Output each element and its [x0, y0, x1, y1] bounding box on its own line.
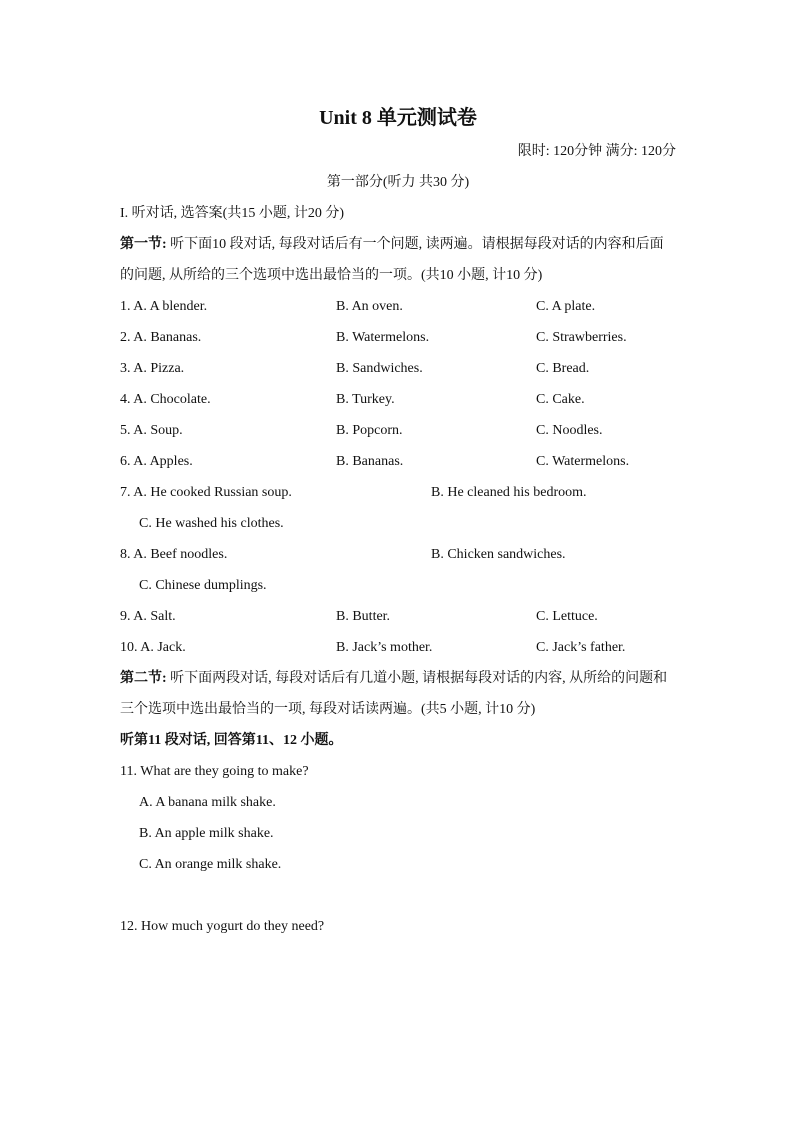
question-row-continued — [120, 508, 676, 539]
section2-instructions — [120, 663, 676, 725]
question-row — [120, 539, 676, 570]
option-c: C. Noodles. — [536, 423, 603, 438]
option-a: 1. A. A blender. — [120, 299, 208, 314]
option-c: C. Watermelons. — [536, 454, 630, 469]
option-b: B. Butter. — [336, 609, 391, 624]
option-c: C. An orange milk shake. — [139, 857, 282, 872]
option-a: 2. A. Bananas. — [120, 330, 202, 345]
option-c: C. He washed his clothes. — [139, 516, 284, 531]
section-heading: I. 听对话, 选答案(共15 小题, 计20 分) — [120, 206, 344, 221]
option-b: B. An apple milk shake. — [139, 826, 274, 841]
option-a: 6. A. Apples. — [120, 454, 193, 469]
question-row — [120, 415, 676, 446]
option-a: 4. A. Chocolate. — [120, 392, 211, 407]
question-row — [120, 353, 676, 384]
option-b: B. Chicken sandwiches. — [431, 547, 566, 562]
option-b: B. He cleaned his bedroom. — [431, 485, 587, 500]
section2-label: 第二节: — [120, 671, 167, 686]
part-heading: 第一部分(听力 共30 分) — [326, 175, 470, 190]
time-score-info: 限时: 120分钟 满分: 120分 — [517, 144, 676, 159]
page-title: Unit 8 单元测试卷 — [319, 107, 477, 129]
option-a: 8. A. Beef noodles. — [120, 547, 228, 562]
question-row — [120, 632, 676, 663]
question-stem: 11. What are they going to make? — [120, 764, 309, 779]
option-a: 5. A. Soup. — [120, 423, 183, 438]
option-a: 3. A. Pizza. — [120, 361, 185, 376]
question-row — [120, 477, 676, 508]
dialog-intro: 听第11 段对话, 回答第11、12 小题。 — [120, 733, 343, 748]
option-b: B. An oven. — [336, 299, 403, 314]
question-stem: 12. How much yogurt do they need? — [120, 919, 325, 934]
option-c: C. Strawberries. — [536, 330, 627, 345]
section1-text: 听下面10 段对话, 每段对话后有一个问题, 读两遍。请根据每段对话的内容和后面的问题, 从所给的三个选项中选出最恰当的一项。(共10 小题, 计10 分) — [120, 237, 664, 283]
question-row — [120, 384, 676, 415]
option-c: C. Lettuce. — [536, 609, 598, 624]
exam-page — [120, 100, 676, 942]
option-b: B. Jack’s mother. — [336, 640, 433, 655]
question-row — [120, 291, 676, 322]
option-c: C. Jack’s father. — [536, 640, 626, 655]
section2-text: 听下面两段对话, 每段对话后有几道小题, 请根据每段对话的内容, 从所给的问题和三个选项中选出最恰当的一项, 每段对话读两遍。(共5 小题, 计10 分) — [120, 671, 668, 717]
section1-instructions — [120, 229, 676, 291]
option-c: C. Chinese dumplings. — [139, 578, 267, 593]
option-a: 9. A. Salt. — [120, 609, 176, 624]
option-b: B. Watermelons. — [336, 330, 430, 345]
blank-line — [120, 880, 676, 911]
option-b: B. Sandwiches. — [336, 361, 423, 376]
question-row — [120, 446, 676, 477]
option-b: B. Turkey. — [336, 392, 395, 407]
option-a: A. A banana milk shake. — [139, 795, 276, 810]
question-row — [120, 601, 676, 632]
option-a: 7. A. He cooked Russian soup. — [120, 485, 292, 500]
question-row-continued — [120, 570, 676, 601]
option-c: C. Cake. — [536, 392, 585, 407]
option-c: C. A plate. — [536, 299, 596, 314]
option-b: B. Popcorn. — [336, 423, 403, 438]
question-row — [120, 322, 676, 353]
section1-label: 第一节: — [120, 237, 167, 252]
option-c: C. Bread. — [536, 361, 590, 376]
option-b: B. Bananas. — [336, 454, 404, 469]
option-a: 10. A. Jack. — [120, 640, 186, 655]
